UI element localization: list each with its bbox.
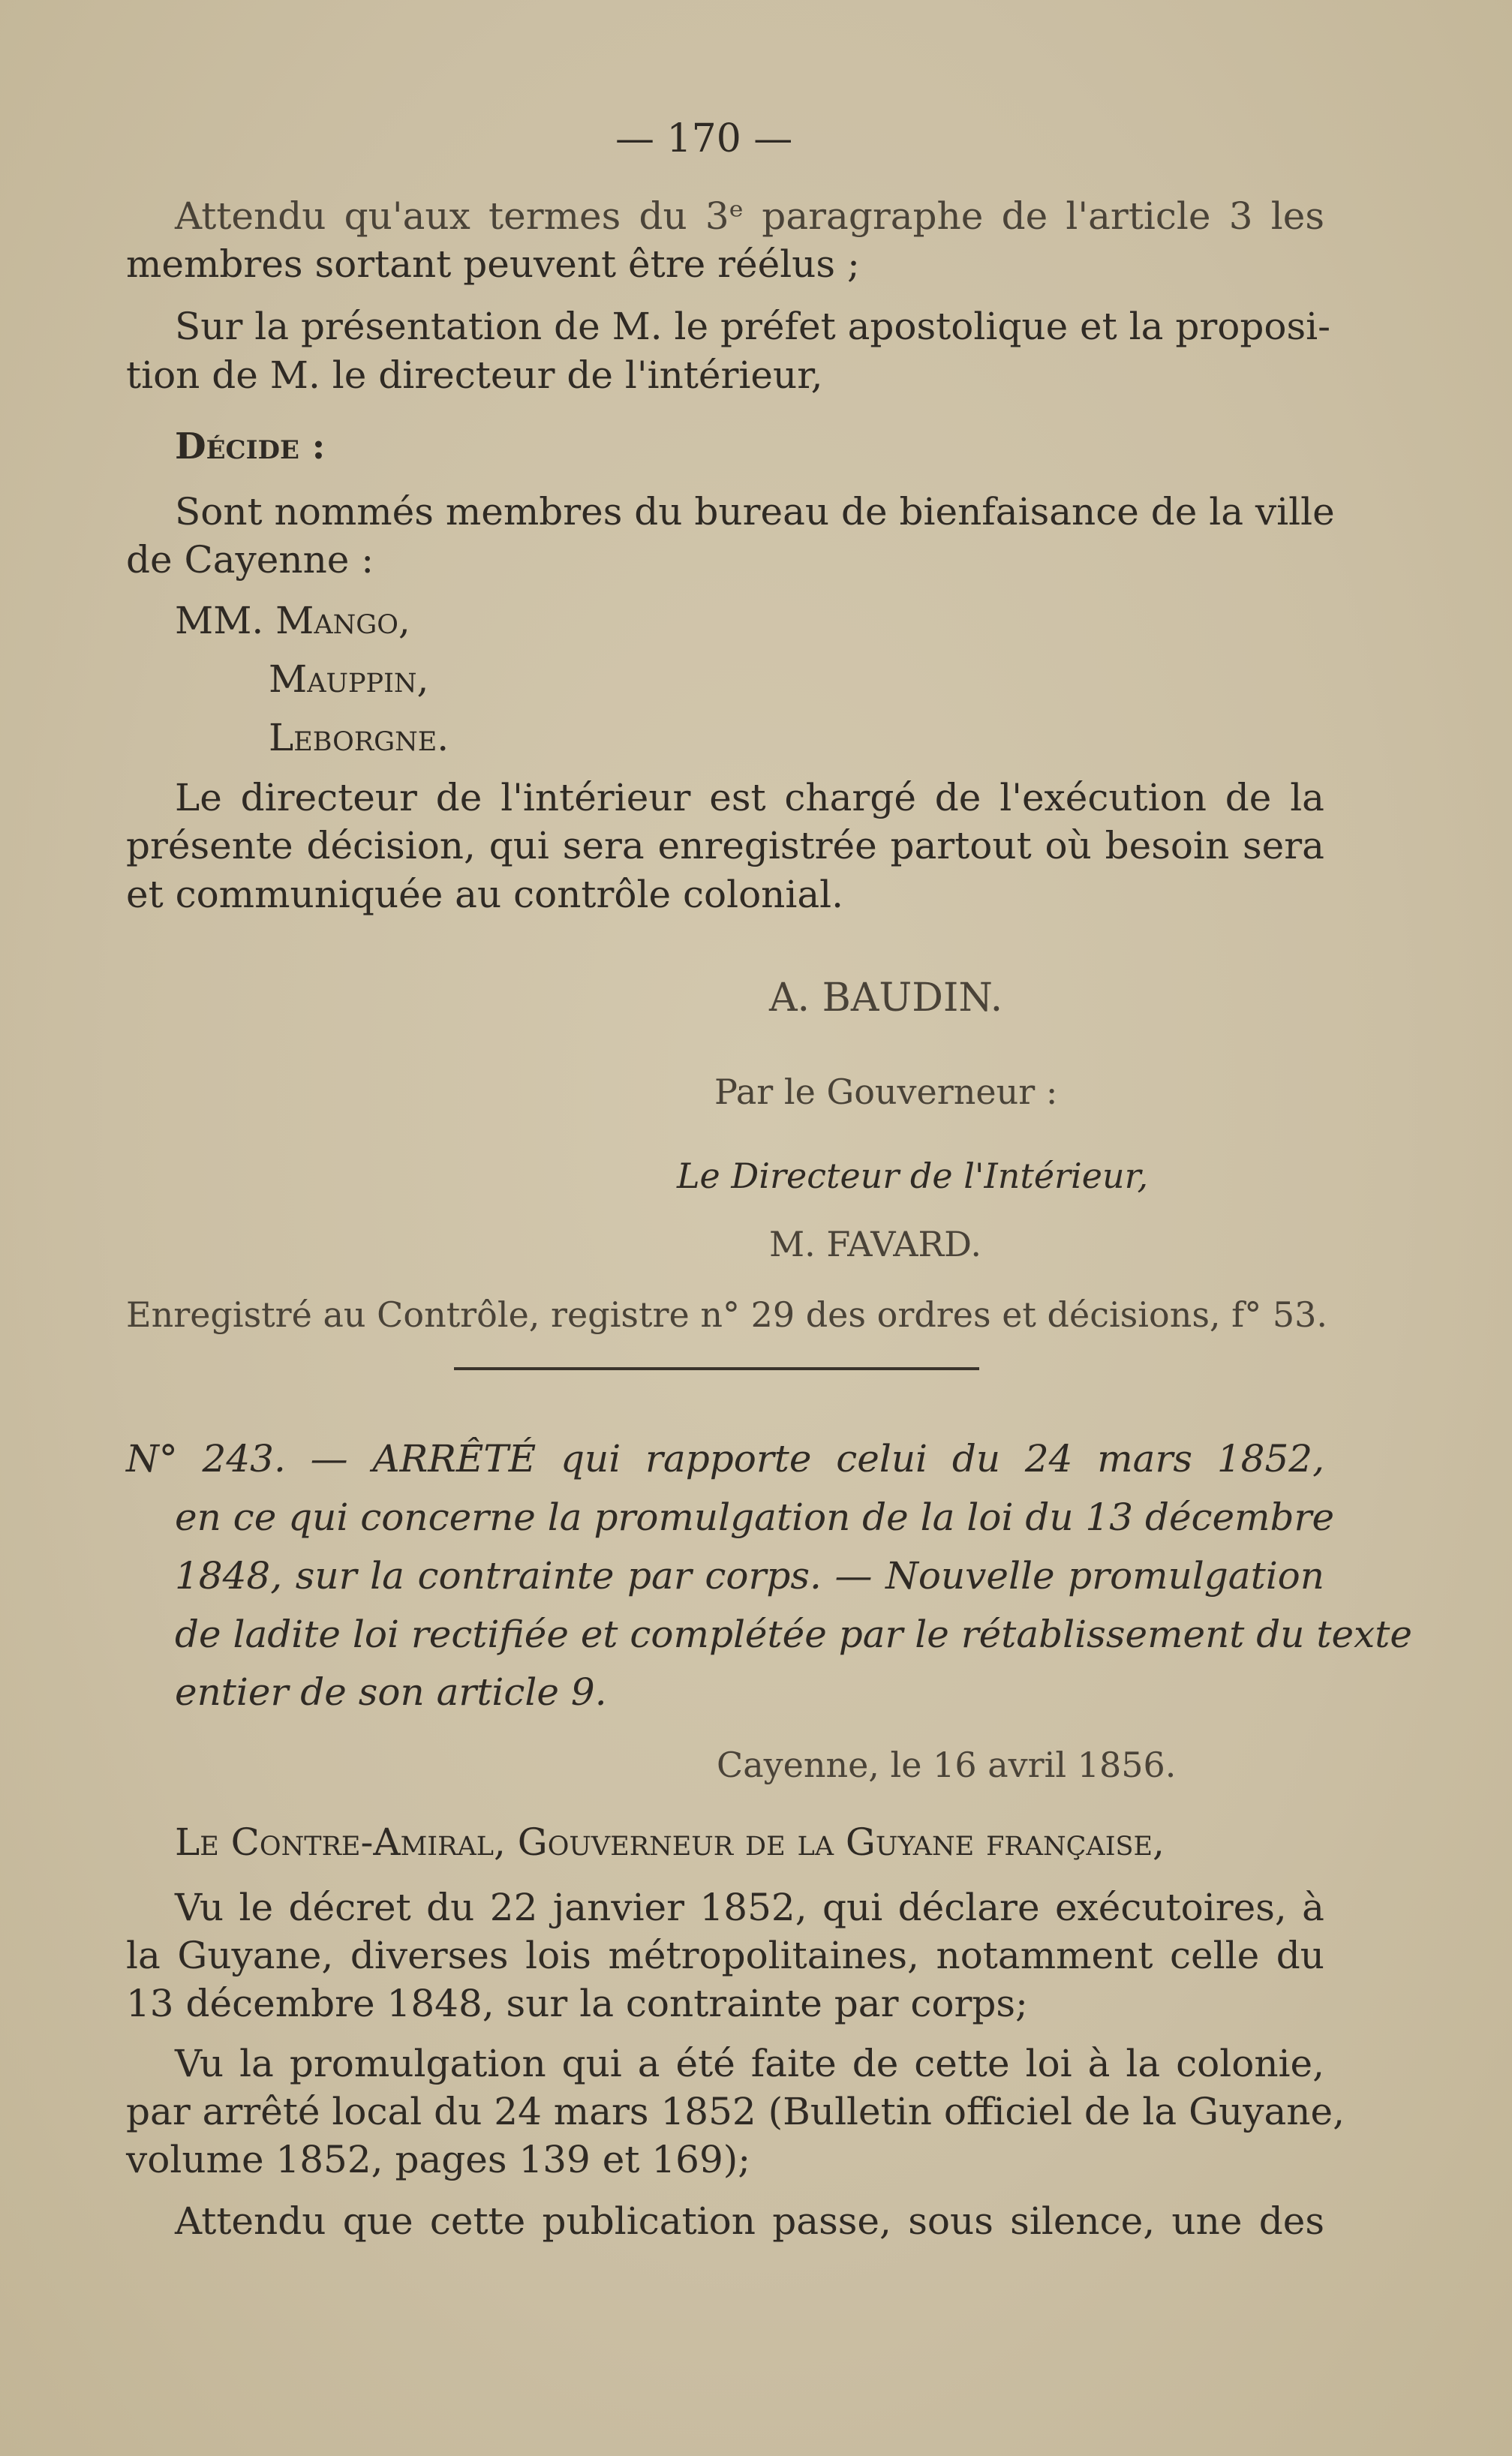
member-name: Leborgne. bbox=[269, 716, 449, 759]
text-line: de Cayenne : bbox=[126, 538, 374, 582]
member-name: Mauppin, bbox=[269, 657, 429, 701]
text-line bbox=[126, 823, 1324, 868]
text-span: Sur la présentation de M. le préfet apostolique et la proposi- bbox=[175, 305, 1330, 348]
arrete-heading-line bbox=[175, 1612, 1412, 1657]
text-span: Le Contre-Amiral, Gouverneur de la Guyane française, bbox=[175, 1820, 1165, 1864]
text-line bbox=[175, 489, 1335, 534]
text-line bbox=[175, 2041, 1324, 2086]
text-line: tion de M. le directeur de l'intérieur, bbox=[126, 353, 823, 397]
member-name: MM. Mango, bbox=[175, 599, 410, 642]
text-line bbox=[175, 1820, 1165, 1865]
text-line bbox=[175, 775, 1324, 820]
signature-officer: M. FAVARD. bbox=[769, 1224, 982, 1264]
section-divider bbox=[454, 1367, 979, 1370]
signature-name: A. BAUDIN. bbox=[769, 975, 1003, 1021]
text-span: Enregistré au Contrôle, registre n° 29 des ordres et décisions, f° 53. bbox=[126, 1294, 1327, 1335]
text-line: et communiquée au contrôle colonial. bbox=[126, 873, 844, 916]
text-span: Le directeur de l'intérieur est chargé de l'exécution de la bbox=[175, 776, 1324, 819]
signature-par: Par le Gouverneur : bbox=[714, 1072, 1058, 1112]
arrete-heading-line bbox=[175, 1553, 1324, 1598]
text-span: Attendu qu'aux termes du 3ᵉ paragraphe de l'article 3 les bbox=[175, 194, 1324, 238]
date-line: Cayenne, le 16 avril 1856. bbox=[717, 1745, 1177, 1785]
arrete-heading-line: entier de son article 9. bbox=[175, 1670, 607, 1714]
text-span: 1848, sur la contrainte par corps. — Nouvelle promulgation bbox=[175, 1554, 1324, 1598]
text-span: Attendu que cette publication passe, sous silence, une des bbox=[175, 2199, 1324, 2243]
page-number: — 170 — bbox=[615, 116, 793, 161]
text-line bbox=[175, 194, 1324, 239]
text-span: Sont nommés membres du bureau de bienfaisance de la ville bbox=[175, 490, 1335, 534]
text-line: membres sortant peuvent être réélus ; bbox=[126, 242, 860, 286]
text-span: de ladite loi rectifiée et complétée par le rétablissement du texte bbox=[175, 1613, 1412, 1656]
text-span: N° 243. — ARRÊTÉ qui rapporte celui du 24 mars 1852, bbox=[126, 1437, 1324, 1481]
registration-line bbox=[126, 1292, 1327, 1337]
text-line bbox=[175, 2199, 1324, 2244]
text-span: Vu le décret du 22 janvier 1852, qui déclare exécutoires, à bbox=[175, 1886, 1324, 1929]
arrete-heading-line bbox=[126, 1436, 1324, 1481]
text-line: volume 1852, pages 139 et 169); bbox=[126, 2138, 751, 2181]
text-line bbox=[175, 1885, 1324, 1930]
text-line: 13 décembre 1848, sur la contrainte par corps; bbox=[126, 1982, 1028, 2025]
text-span: en ce qui concerne la promulgation de la loi du 13 décembre bbox=[175, 1496, 1335, 1539]
decide-heading: Décide : bbox=[175, 425, 326, 467]
text-line bbox=[126, 1933, 1324, 1978]
signature-title: Le Directeur de l'Intérieur, bbox=[677, 1156, 1149, 1196]
text-line bbox=[175, 304, 1330, 349]
text-span: par arrêté local du 24 mars 1852 (Bulletin officiel de la Guyane, bbox=[126, 2090, 1345, 2133]
text-span: Vu la promulgation qui a été faite de cette loi à la colonie, bbox=[175, 2042, 1324, 2085]
text-line bbox=[126, 2089, 1345, 2134]
arrete-heading-line bbox=[175, 1495, 1335, 1540]
text-span: la Guyane, diverses lois métropolitaines, notamment celle du bbox=[126, 1934, 1324, 1977]
text-span: présente décision, qui sera enregistrée partout où besoin sera bbox=[126, 824, 1324, 867]
